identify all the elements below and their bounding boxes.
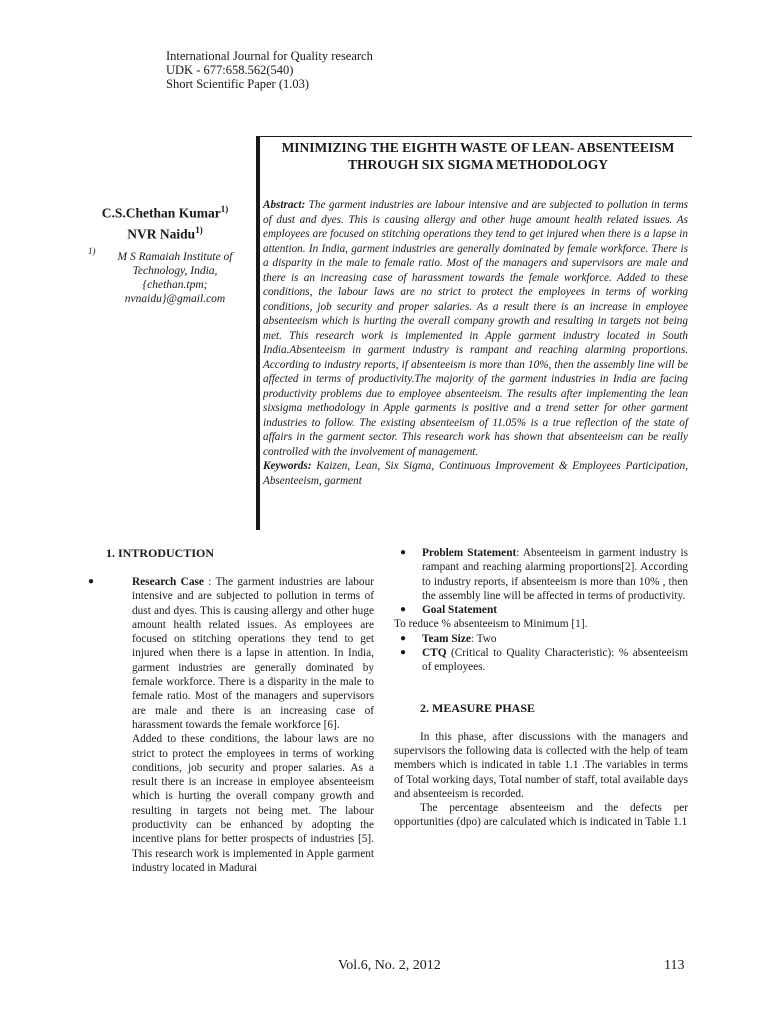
- right-column: [394, 546, 688, 830]
- paper-title: [264, 139, 692, 173]
- abstract-label: Abstract:: [263, 199, 306, 211]
- affiliation-mark: 1): [88, 246, 96, 256]
- research-case-bullet: [84, 575, 374, 875]
- bullet-icon: ●: [400, 604, 407, 616]
- problem-text: : Absenteeism in garment industry is rampant and reaching alarming proportions[2]. According to industry reports, if absenteeism is more than 10% , then the assembly line will be affected in terms of productivity.: [422, 547, 688, 602]
- team-label: Team Size: [422, 632, 471, 645]
- abstract: [263, 198, 688, 488]
- ctq-label: CTQ: [422, 647, 447, 660]
- abstract-text: The garment industries are labour intensive and are subjected to pollution in terms of dust and dyes. This is causing allergy and other huge amount health related issues. As employees are focused on stitching operations they tend to get injured when there is a lapse in attention. In India, garment industries are generally dominated by female workforce. There is a disparity in the male to female ratio. Most of the managers and supervisors are male and there is an increasing case of harassment towards the female workforce. Added to these conditions, the labour laws are no strict to protect the employees in terms of working conditions, job security and proper salaries. As a result there is an increase in employee absenteeism which is hurting the overall company growth and resulting in targets not being met. This research work is implemented in Apple garment industry located in South India.Absenteeism in garment industry is rampant and reaching alarming proportions. According to industry reports, if absenteeism is more than 10%, then the assembly line will be affected in terms of productivity.The majority of the garment industries in India are facing productivity problems due to employee absenteeism. The results after implementing the lean sixsigma methodology in Apple garments is positive and a trend setter for other garment industries to follow. The existing absenteeism of 11.05% is a true reflection of the state of affairs in the garment sector. This research work has shown that absenteeism can be really controlled with the involvement of management.: [263, 199, 688, 458]
- keywords-text: Kaizen, Lean, Six Sigma, Continuous Improvement & Employees Participation, Absenteeism, garment: [263, 460, 689, 487]
- problem-bullet: [394, 546, 688, 603]
- affiliation-line-3: {chethan.tpm;: [142, 279, 208, 291]
- bullet-icon: ●: [400, 547, 407, 558]
- bullet-icon: ●: [400, 647, 407, 659]
- measure-paragraph-1: In this phase, after discussions with the managers and supervisors the following data is collected with the help of team members which is indicated in table 1.1 .The variables in terms of Total working days, Total number of staff, total available days and absenteeism is recorded.: [394, 730, 688, 800]
- left-column: [88, 546, 374, 875]
- ctq-text: (Critical to Quality Characteristic): % absenteeism of employees.: [422, 647, 689, 674]
- affiliation: [96, 250, 254, 306]
- journal-udk: UDK - 677:658.562(540): [166, 63, 294, 77]
- research-case-label: Research Case: [132, 576, 204, 588]
- affiliation-line-2: Technology, India,: [132, 265, 218, 277]
- ctq-bullet: [394, 646, 688, 675]
- affiliation-line-1: M S Ramaiah Institute of: [117, 251, 233, 263]
- team-bullet: [394, 632, 688, 646]
- author-1-name: C.S.Chethan Kumar: [101, 205, 221, 221]
- paper-type: Short Scientific Paper (1.03): [166, 77, 310, 91]
- keywords-label: Keywords:: [263, 460, 312, 472]
- measure-paragraph-2: The percentage absenteeism and the defects per opportunities (dpo) are calculated which is indicated in Table 1.1: [394, 802, 688, 829]
- bullet-icon: ●: [88, 576, 95, 587]
- footer-page-number: 113: [664, 958, 685, 973]
- author-2: [80, 222, 250, 243]
- author-2-sup: 1): [195, 224, 203, 235]
- problem-label: Problem Statement: [422, 547, 517, 559]
- intro-heading: 1. INTRODUCTION: [106, 546, 215, 560]
- intro-paragraph-2: Added to these conditions, the labour laws are no strict to protect the employees in terms of working conditions, job security and proper salaries. As a result there is an increase in employee absenteeism which is hurting the overall company growth and resulting in targets not being met. The labour productivity can be enhanced by adopting the incentive plans for better prospects of industries [5]. This research work is implemented in Apple garment industry located in Madurai: [132, 733, 374, 874]
- author-2-name: NVR Naidu: [127, 226, 196, 241]
- goal-text: To reduce % absenteeism to Minimum [1].: [394, 618, 588, 631]
- team-text: : Two: [470, 632, 497, 645]
- author-1: [80, 201, 250, 222]
- bullet-icon: ●: [400, 632, 407, 644]
- journal-name: International Journal for Quality research: [166, 49, 373, 63]
- footer-volume: Vol.6, No. 2, 2012: [338, 958, 441, 973]
- research-case-text: : The garment industries are labour intensive and are subjected to pollution in terms of dust and dyes. This is causing allergy and other huge amount health related issues. As employees are focused on stitching operations they tend to get injured when there is a lapse in attention. In India, garment industries are generally dominated by female workforce. There is a disparity in the male to female ratio. Most of the managers and supervisors are male and there is an increasing case of harassment towards the female workforce [6].: [132, 576, 374, 731]
- measure-heading: 2. MEASURE PHASE: [420, 700, 536, 715]
- affiliation-email: nvnaidu}@gmail.com: [124, 293, 226, 305]
- title-line-1: MINIMIZING THE EIGHTH WASTE OF LEAN- ABSENTEEISM: [281, 140, 675, 155]
- title-line-2: THROUGH SIX SIGMA METHODOLOGY: [348, 157, 608, 172]
- journal-header: [166, 49, 373, 91]
- goal-bullet: [394, 603, 688, 617]
- goal-label: Goal Statement: [422, 604, 497, 617]
- author-1-sup: 1): [220, 204, 229, 214]
- author-list: [80, 201, 250, 242]
